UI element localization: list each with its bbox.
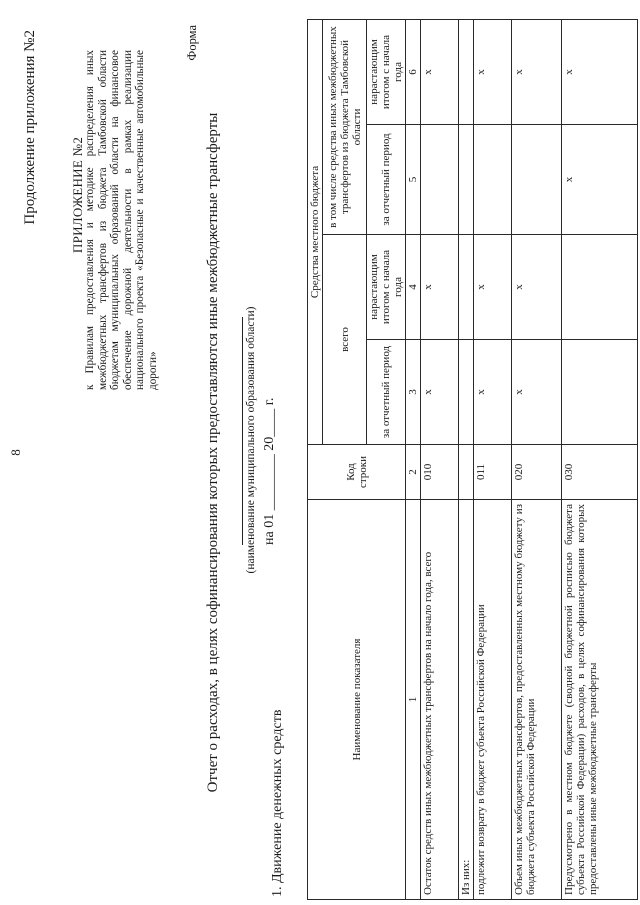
col-number: 1 bbox=[406, 500, 421, 900]
cell: х bbox=[474, 340, 512, 445]
cell: х bbox=[421, 340, 459, 445]
cell: х bbox=[421, 235, 459, 340]
cell: х bbox=[474, 20, 512, 125]
row-code: 011 bbox=[474, 445, 512, 500]
table-row bbox=[421, 20, 459, 900]
cell: х bbox=[562, 125, 638, 235]
cell: х bbox=[421, 20, 459, 125]
col-number: 2 bbox=[406, 445, 421, 500]
row-code: 010 bbox=[421, 445, 459, 500]
cell bbox=[562, 340, 638, 445]
cell bbox=[459, 235, 474, 340]
cell: х bbox=[512, 340, 562, 445]
report-date-line: на 01 ________ 20____ г. bbox=[262, 397, 277, 545]
header-total: всего bbox=[323, 235, 367, 445]
cell bbox=[459, 340, 474, 445]
header-indicator: Наименование показателя bbox=[308, 500, 406, 900]
form-label: Форма bbox=[185, 25, 199, 61]
row-name: Остаток средств иных межбюджетных трансфертов на начало года, всего bbox=[421, 500, 459, 900]
header-period-incl: за отчетный период bbox=[367, 125, 406, 235]
table-row bbox=[512, 20, 562, 900]
cell bbox=[459, 20, 474, 125]
annex-text: к Правилам предоставления и методике распределения иных межбюджетных трансфертов из бюджета Тамбовской области бюджетам муниципальных образований области на финансовое обеспечение дорожной деятельности в рамках реализации национального проекта «Безопасные и качественные автомобильные дороги» bbox=[84, 50, 159, 390]
appendix-continuation-label: Продолжение приложения №2 bbox=[22, 30, 38, 225]
cell bbox=[562, 235, 638, 340]
row-name: подлежит возврату в бюджет субъекта Российской Федерации bbox=[474, 500, 512, 900]
table-row bbox=[562, 20, 638, 900]
col-number: 6 bbox=[406, 20, 421, 125]
header-period-total: за отчетный период bbox=[367, 340, 406, 445]
row-code: 030 bbox=[562, 445, 638, 500]
row-code bbox=[459, 445, 474, 500]
table-row bbox=[474, 20, 512, 900]
header-incl-transfers: в том числе средства иных межбюджетных трансфертов из бюджета Тамбовской области bbox=[323, 20, 367, 235]
annex-title: ПРИЛОЖЕНИЕ №2 bbox=[70, 136, 85, 254]
col-number: 5 bbox=[406, 125, 421, 235]
cell: х bbox=[474, 235, 512, 340]
cell: х bbox=[512, 20, 562, 125]
col-number: 3 bbox=[406, 340, 421, 445]
header-local-funds: Средства местного бюджета bbox=[308, 20, 323, 445]
report-title: Отчет о расходах, в целях софинансирования которых предоставляются иные межбюджетные трансферты bbox=[205, 112, 221, 793]
cell: х bbox=[512, 235, 562, 340]
col-number: 4 bbox=[406, 235, 421, 340]
cell: х bbox=[562, 20, 638, 125]
cell bbox=[474, 125, 512, 235]
page-number: 8 bbox=[8, 449, 23, 456]
row-name: Предусмотрено в местном бюджете (сводной бюджетной росписью бюджета субъекта Российской Федерации) расходов, в целях софинансирования которых предоставлены иные межбюджетные трансферты bbox=[562, 500, 638, 900]
row-code: 020 bbox=[512, 445, 562, 500]
row-name: Из них: bbox=[459, 500, 474, 900]
table-row bbox=[459, 20, 474, 900]
cell bbox=[459, 125, 474, 235]
header-cumulative-total: нарастающим итогом с начала года bbox=[367, 235, 406, 340]
row-name: Объем иных межбюджетных трансфертов, предоставленных местному бюджету из бюджета субъекта Российской Федерации bbox=[512, 500, 562, 900]
municipality-underline bbox=[242, 317, 243, 545]
section-title: 1. Движение денежных средств bbox=[270, 709, 285, 897]
cell bbox=[421, 125, 459, 235]
header-code: Код строки bbox=[308, 445, 406, 500]
header-cumulative-incl: нарастающим итогом с начала года bbox=[367, 20, 406, 125]
cell bbox=[512, 125, 562, 235]
cash-flow-table bbox=[307, 19, 638, 900]
municipality-caption: (наименование муниципального образования области) bbox=[245, 306, 257, 574]
